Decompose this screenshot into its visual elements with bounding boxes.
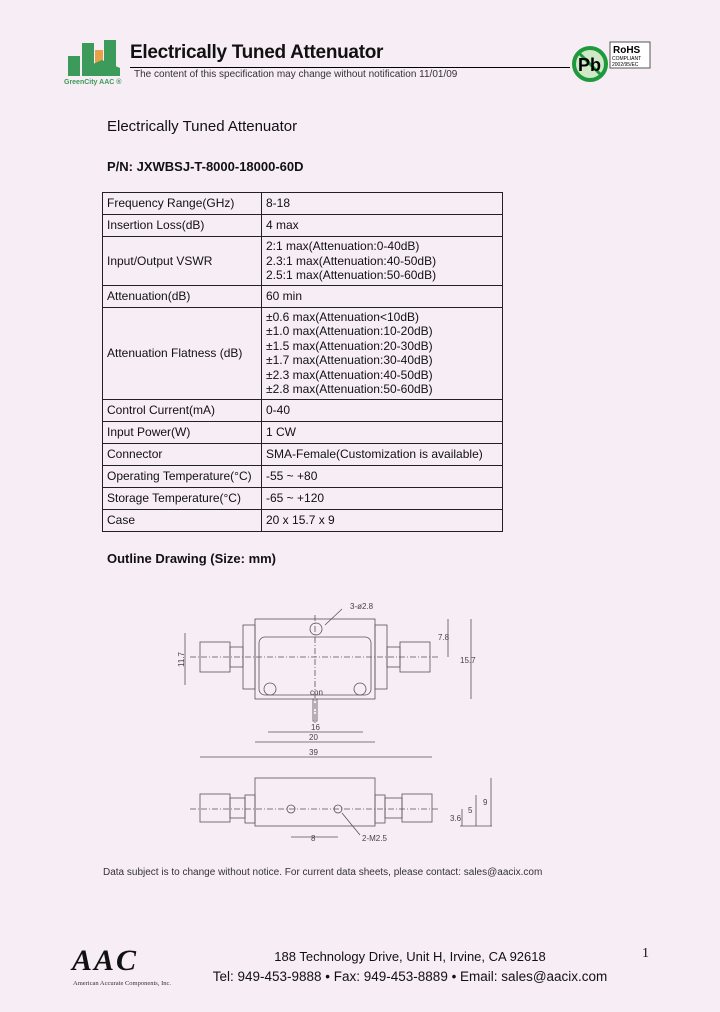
svg-text:15.7: 15.7 <box>460 656 476 665</box>
svg-text:COMPLIANT: COMPLIANT <box>612 56 642 62</box>
spec-label: Input/Output VSWR <box>103 237 262 286</box>
spec-value <box>262 215 503 237</box>
spec-value-line: 1 CW <box>266 424 296 439</box>
svg-text:5: 5 <box>468 806 473 815</box>
spec-value <box>262 509 503 531</box>
page-number: 1 <box>642 946 649 961</box>
svg-text:2002/95/EC: 2002/95/EC <box>612 62 639 68</box>
svg-text:7.8: 7.8 <box>438 633 450 642</box>
spec-row <box>103 465 503 487</box>
greencity-logo <box>62 38 132 86</box>
spec-label: Storage Temperature(°C) <box>103 487 262 509</box>
spec-value-line: ±2.3 max(Attenuation:40-50dB) <box>266 367 433 382</box>
spec-value-line: 2.3:1 max(Attenuation:40-50dB) <box>266 253 437 268</box>
rohs-badge <box>570 40 654 84</box>
spec-row <box>103 487 503 509</box>
spec-row <box>103 307 503 399</box>
svg-text:9: 9 <box>483 798 488 807</box>
spec-value <box>262 193 503 215</box>
spec-value <box>262 399 503 421</box>
spec-label: Frequency Range(GHz) <box>103 193 262 215</box>
spec-table <box>102 192 503 532</box>
spec-value-line: 60 min <box>266 288 303 303</box>
spec-label: Input Power(W) <box>103 421 262 443</box>
spec-value <box>262 237 503 286</box>
spec-value <box>262 421 503 443</box>
spec-row <box>103 193 503 215</box>
svg-text:3.6: 3.6 <box>450 814 462 823</box>
spec-value <box>262 465 503 487</box>
spec-label: Case <box>103 509 262 531</box>
footer-address: 188 Technology Drive, Unit H, Irvine, CA 92618 <box>274 949 546 964</box>
side-view <box>190 778 492 837</box>
spec-row <box>103 509 503 531</box>
spec-value <box>262 285 503 307</box>
spec-label: Insertion Loss(dB) <box>103 215 262 237</box>
svg-text:2-M2.5: 2-M2.5 <box>362 834 387 843</box>
spec-value <box>262 487 503 509</box>
spec-value-line: 20 x 15.7 x 9 <box>266 512 335 527</box>
svg-text:3-ø2.8: 3-ø2.8 <box>350 602 374 611</box>
spec-value-line: ±1.7 max(Attenuation:30-40dB) <box>266 353 433 367</box>
svg-text:RoHS: RoHS <box>613 45 641 56</box>
company-name: American Accurate Components, Inc. <box>73 980 172 987</box>
spec-value-line: ±1.5 max(Attenuation:20-30dB) <box>266 338 433 353</box>
spec-value-line: ±0.6 max(Attenuation<10dB) <box>266 309 420 324</box>
svg-text:GreenCity AAC ®: GreenCity AAC ® <box>64 79 122 86</box>
aac-logo: AAC <box>72 944 139 977</box>
spec-value-line: 2.5:1 max(Attenuation:50-60dB) <box>266 268 437 282</box>
svg-text:con: con <box>310 688 323 697</box>
footer-contact: Tel: 949-453-9888 • Fax: 949-453-8889 • Email: sales@aacix.com <box>212 969 608 984</box>
part-number: P/N: JXWBSJ-T-8000-18000-60D <box>107 159 304 174</box>
spec-value <box>262 443 503 465</box>
spec-row <box>103 237 503 286</box>
svg-text:11.7: 11.7 <box>177 652 186 667</box>
spec-value-line: -65 ~ +120 <box>266 490 325 505</box>
outline-drawing <box>170 595 510 845</box>
spec-value-line: ±1.0 max(Attenuation:10-20dB) <box>266 324 433 338</box>
spec-value-line: SMA-Female(Customization is available) <box>266 446 483 461</box>
spec-value <box>262 307 503 399</box>
top-view <box>185 609 471 757</box>
spec-label: Attenuation(dB) <box>103 285 262 307</box>
spec-value-line: ±2.8 max(Attenuation:50-60dB) <box>266 382 433 396</box>
spec-value-line: 0-40 <box>266 402 291 417</box>
header-title: Electrically Tuned Attenuator <box>130 42 384 63</box>
svg-text:8: 8 <box>311 834 316 843</box>
svg-text:39: 39 <box>309 748 318 757</box>
svg-text:16: 16 <box>311 723 320 732</box>
spec-label: Control Current(mA) <box>103 399 262 421</box>
spec-row <box>103 285 503 307</box>
spec-row <box>103 215 503 237</box>
header-notice: The content of this specification may change without notification 11/01/09 <box>134 69 458 80</box>
spec-row <box>103 443 503 465</box>
spec-value-line: 8-18 <box>266 196 291 211</box>
spec-value-line: 2:1 max(Attenuation:0-40dB) <box>266 239 420 253</box>
spec-label: Attenuation Flatness (dB) <box>103 307 262 399</box>
spec-label: Connector <box>103 443 262 465</box>
disclaimer: Data subject is to change without notice. For current data sheets, please contact: sales@aacix.com <box>103 867 543 878</box>
svg-text:20: 20 <box>309 733 318 742</box>
spec-value-line: -55 ~ +80 <box>266 468 318 483</box>
outline-heading: Outline Drawing (Size: mm) <box>107 551 277 566</box>
document-title: Electrically Tuned Attenuator <box>107 118 298 135</box>
spec-value-line: 4 max <box>266 218 299 233</box>
spec-label: Operating Temperature(°C) <box>103 465 262 487</box>
spec-row <box>103 421 503 443</box>
header-rule <box>130 67 570 68</box>
svg-text:Pb: Pb <box>578 55 602 75</box>
spec-row <box>103 399 503 421</box>
